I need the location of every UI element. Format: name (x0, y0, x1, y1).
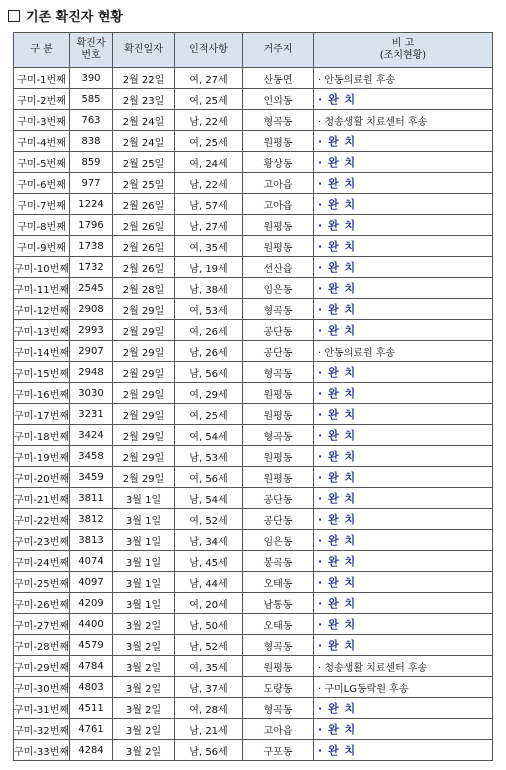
cell-case-number: 1738 (70, 236, 113, 257)
cell-case-id: 구미-22번째 (14, 509, 70, 530)
cell-case-number: 1224 (70, 194, 113, 215)
cell-note: · 완 치 (314, 173, 493, 194)
cell-person: 여, 20세 (175, 593, 243, 614)
cell-address: 남통동 (243, 593, 314, 614)
table-row (14, 656, 493, 677)
cell-case-number: 390 (70, 68, 113, 89)
cell-case-id: 구미-1번째 (14, 68, 70, 89)
table-row (14, 341, 493, 362)
cell-date: 2월 29일 (113, 362, 175, 383)
cell-note: · 완 치 (314, 719, 493, 740)
cell-case-id: 구미-14번째 (14, 341, 70, 362)
cell-date: 2월 29일 (113, 341, 175, 362)
cell-person: 남, 56세 (175, 362, 243, 383)
cell-person: 여, 25세 (175, 404, 243, 425)
cell-case-id: 구미-28번째 (14, 635, 70, 656)
cell-case-number: 4400 (70, 614, 113, 635)
table-row (14, 173, 493, 194)
table-body (14, 68, 493, 761)
cell-address: 원평동 (243, 467, 314, 488)
cell-note: · 완 치 (314, 404, 493, 425)
cell-date: 2월 26일 (113, 236, 175, 257)
table-row (14, 467, 493, 488)
cell-person: 여, 25세 (175, 131, 243, 152)
cell-case-number: 4209 (70, 593, 113, 614)
cell-case-number: 977 (70, 173, 113, 194)
cell-date: 3월 2일 (113, 614, 175, 635)
header-note-line1: 비 고 (391, 38, 415, 49)
cell-case-number: 4579 (70, 635, 113, 656)
cell-case-number: 4761 (70, 719, 113, 740)
table-row (14, 698, 493, 719)
cell-note: · 완 치 (314, 383, 493, 404)
cell-address: 원평동 (243, 446, 314, 467)
cell-address: 형곡동 (243, 698, 314, 719)
cell-address: 고아읍 (243, 194, 314, 215)
cell-case-id: 구미-7번째 (14, 194, 70, 215)
cell-note: · 청송생활 치료센터 후송 (314, 656, 493, 677)
cell-person: 여, 53세 (175, 299, 243, 320)
cell-case-id: 구미-4번째 (14, 131, 70, 152)
cell-person: 남, 34세 (175, 530, 243, 551)
cell-case-number: 3812 (70, 509, 113, 530)
cell-note: · 완 치 (314, 572, 493, 593)
table-row (14, 89, 493, 110)
cell-case-id: 구미-17번째 (14, 404, 70, 425)
cell-address: 구포동 (243, 740, 314, 761)
table-row (14, 740, 493, 761)
cell-address: 인의동 (243, 89, 314, 110)
cell-case-number: 1732 (70, 257, 113, 278)
cell-note: · 청송생활 치료센터 후송 (314, 110, 493, 131)
cell-case-id: 구미-20번째 (14, 467, 70, 488)
cell-date: 2월 26일 (113, 215, 175, 236)
table-row (14, 236, 493, 257)
cell-note: · 완 치 (314, 299, 493, 320)
cell-address: 형곡동 (243, 299, 314, 320)
cell-case-id: 구미-25번째 (14, 572, 70, 593)
cell-address: 원평동 (243, 215, 314, 236)
cell-date: 2월 22일 (113, 68, 175, 89)
table-row (14, 131, 493, 152)
header-case-number-line2: 번호 (81, 50, 101, 61)
cell-note: · 완 치 (314, 362, 493, 383)
cell-case-id: 구미-13번째 (14, 320, 70, 341)
cell-note: · 완 치 (314, 320, 493, 341)
cell-person: 남, 45세 (175, 551, 243, 572)
cell-note: · 완 치 (314, 530, 493, 551)
header-note-line2: (조치현황) (379, 50, 427, 61)
cell-address: 오태동 (243, 614, 314, 635)
cell-address: 임은동 (243, 278, 314, 299)
cell-person: 남, 44세 (175, 572, 243, 593)
title-text: 기존 확진자 현황 (26, 10, 123, 25)
cell-case-number: 2907 (70, 341, 113, 362)
cell-date: 3월 1일 (113, 551, 175, 572)
cell-date: 3월 2일 (113, 719, 175, 740)
table-row (14, 530, 493, 551)
cell-note: · 완 치 (314, 131, 493, 152)
cell-note: · 완 치 (314, 488, 493, 509)
cell-case-id: 구미-6번째 (14, 173, 70, 194)
cell-case-number: 3424 (70, 425, 113, 446)
cell-person: 여, 24세 (175, 152, 243, 173)
table-row (14, 362, 493, 383)
cell-address: 원평동 (243, 236, 314, 257)
cell-note: · 구미LG동락원 후송 (314, 677, 493, 698)
cell-person: 남, 52세 (175, 635, 243, 656)
table-row (14, 320, 493, 341)
table-row (14, 425, 493, 446)
cell-note: · 완 치 (314, 593, 493, 614)
cell-case-number: 2545 (70, 278, 113, 299)
checkbox-square-icon (8, 10, 20, 22)
cell-case-id: 구미-2번째 (14, 89, 70, 110)
cell-case-id: 구미-12번째 (14, 299, 70, 320)
header-person: 인적사항 (175, 33, 243, 68)
cell-address: 오태동 (243, 572, 314, 593)
cell-case-id: 구미-31번째 (14, 698, 70, 719)
cell-case-id: 구미-9번째 (14, 236, 70, 257)
cell-address: 형곡동 (243, 425, 314, 446)
cell-note: · 완 치 (314, 635, 493, 656)
table-row (14, 572, 493, 593)
cell-person: 남, 57세 (175, 194, 243, 215)
cell-case-number: 4284 (70, 740, 113, 761)
header-address: 거주지 (243, 33, 314, 68)
table-row (14, 152, 493, 173)
cell-address: 선산읍 (243, 257, 314, 278)
cell-note: · 완 치 (314, 152, 493, 173)
cell-date: 3월 2일 (113, 635, 175, 656)
cell-note: · 완 치 (314, 425, 493, 446)
table-row (14, 194, 493, 215)
table-row (14, 677, 493, 698)
cell-address: 도량동 (243, 677, 314, 698)
cell-case-number: 3459 (70, 467, 113, 488)
cell-date: 2월 29일 (113, 404, 175, 425)
cell-date: 2월 29일 (113, 383, 175, 404)
cell-case-id: 구미-30번째 (14, 677, 70, 698)
cell-date: 3월 1일 (113, 488, 175, 509)
cell-person: 여, 27세 (175, 68, 243, 89)
cell-date: 2월 29일 (113, 446, 175, 467)
table-row (14, 68, 493, 89)
cell-date: 2월 26일 (113, 257, 175, 278)
cell-note: · 안동의료원 후송 (314, 341, 493, 362)
cell-note: · 완 치 (314, 236, 493, 257)
cell-person: 남, 54세 (175, 488, 243, 509)
cell-date: 2월 23일 (113, 89, 175, 110)
cell-date: 3월 1일 (113, 572, 175, 593)
cell-case-number: 763 (70, 110, 113, 131)
cell-person: 남, 27세 (175, 215, 243, 236)
confirmed-cases-table (13, 32, 493, 761)
cell-date: 3월 2일 (113, 677, 175, 698)
cell-case-id: 구미-15번째 (14, 362, 70, 383)
cell-case-id: 구미-21번째 (14, 488, 70, 509)
cell-note: · 완 치 (314, 446, 493, 467)
cell-case-number: 838 (70, 131, 113, 152)
cell-note: · 완 치 (314, 215, 493, 236)
cell-case-id: 구미-8번째 (14, 215, 70, 236)
header-row (14, 33, 493, 68)
cell-person: 남, 53세 (175, 446, 243, 467)
cell-case-id: 구미-26번째 (14, 593, 70, 614)
cell-case-number: 3458 (70, 446, 113, 467)
cell-date: 2월 28일 (113, 278, 175, 299)
cell-address: 공단동 (243, 509, 314, 530)
header-case-number-line1: 확진자 (76, 38, 106, 49)
cell-address: 형곡동 (243, 635, 314, 656)
cell-note: · 완 치 (314, 740, 493, 761)
cell-date: 2월 26일 (113, 194, 175, 215)
cell-case-number: 4511 (70, 698, 113, 719)
cell-person: 여, 35세 (175, 236, 243, 257)
cell-address: 고아읍 (243, 719, 314, 740)
table-row (14, 614, 493, 635)
cell-case-id: 구미-10번째 (14, 257, 70, 278)
cell-note: · 완 치 (314, 257, 493, 278)
cell-case-id: 구미-5번째 (14, 152, 70, 173)
cell-case-number: 2908 (70, 299, 113, 320)
cell-case-id: 구미-29번째 (14, 656, 70, 677)
table-row (14, 509, 493, 530)
table-row (14, 488, 493, 509)
cell-case-number: 2993 (70, 320, 113, 341)
cell-case-number: 4803 (70, 677, 113, 698)
cell-person: 남, 56세 (175, 740, 243, 761)
cell-date: 3월 2일 (113, 656, 175, 677)
cell-case-number: 2948 (70, 362, 113, 383)
cell-note: · 완 치 (314, 551, 493, 572)
cell-note: · 완 치 (314, 509, 493, 530)
cell-case-id: 구미-11번째 (14, 278, 70, 299)
cell-date: 2월 29일 (113, 425, 175, 446)
table-header (14, 33, 493, 68)
cell-person: 남, 37세 (175, 677, 243, 698)
cell-address: 산동면 (243, 68, 314, 89)
cell-person: 남, 22세 (175, 110, 243, 131)
cell-case-id: 구미-19번째 (14, 446, 70, 467)
cell-note: · 완 치 (314, 194, 493, 215)
cell-address: 공단동 (243, 341, 314, 362)
table-row (14, 299, 493, 320)
table-row (14, 278, 493, 299)
cell-date: 2월 24일 (113, 131, 175, 152)
cell-address: 공단동 (243, 488, 314, 509)
cell-case-number: 4784 (70, 656, 113, 677)
section-title (8, 6, 123, 25)
cell-date: 2월 25일 (113, 152, 175, 173)
table-row (14, 257, 493, 278)
cell-note: · 완 치 (314, 467, 493, 488)
cell-person: 남, 26세 (175, 341, 243, 362)
header-date: 확진일자 (113, 33, 175, 68)
cell-person: 여, 56세 (175, 467, 243, 488)
cell-case-id: 구미-24번째 (14, 551, 70, 572)
cell-case-number: 4097 (70, 572, 113, 593)
cell-case-number: 859 (70, 152, 113, 173)
cell-case-id: 구미-16번째 (14, 383, 70, 404)
cell-date: 2월 25일 (113, 173, 175, 194)
cell-note: · 완 치 (314, 278, 493, 299)
cell-case-number: 3813 (70, 530, 113, 551)
cell-case-id: 구미-23번째 (14, 530, 70, 551)
cell-case-number: 1796 (70, 215, 113, 236)
cell-person: 남, 22세 (175, 173, 243, 194)
header-note (314, 33, 493, 68)
cell-address: 형곡동 (243, 362, 314, 383)
cell-date: 3월 1일 (113, 509, 175, 530)
cell-address: 원평동 (243, 383, 314, 404)
cell-address: 원평동 (243, 131, 314, 152)
cell-address: 고아읍 (243, 173, 314, 194)
cell-person: 남, 19세 (175, 257, 243, 278)
table-row (14, 110, 493, 131)
cell-case-number: 3231 (70, 404, 113, 425)
cell-person: 여, 35세 (175, 656, 243, 677)
cell-address: 원평동 (243, 404, 314, 425)
cell-date: 2월 24일 (113, 110, 175, 131)
cell-person: 남, 50세 (175, 614, 243, 635)
cell-case-id: 구미-3번째 (14, 110, 70, 131)
cell-address: 원평동 (243, 656, 314, 677)
table-row (14, 446, 493, 467)
cell-case-id: 구미-33번째 (14, 740, 70, 761)
cell-date: 3월 1일 (113, 593, 175, 614)
header-gubun: 구 분 (14, 33, 70, 68)
cell-note: · 완 치 (314, 89, 493, 110)
cell-date: 3월 2일 (113, 698, 175, 719)
cell-date: 2월 29일 (113, 320, 175, 341)
cell-note: · 완 치 (314, 614, 493, 635)
cell-case-number: 585 (70, 89, 113, 110)
cell-person: 여, 54세 (175, 425, 243, 446)
cell-case-number: 3030 (70, 383, 113, 404)
table-row (14, 215, 493, 236)
cell-address: 공단동 (243, 320, 314, 341)
table-row (14, 404, 493, 425)
cell-person: 남, 21세 (175, 719, 243, 740)
cell-person: 여, 26세 (175, 320, 243, 341)
cell-case-number: 3811 (70, 488, 113, 509)
cell-note: · 안동의료원 후송 (314, 68, 493, 89)
cell-case-id: 구미-27번째 (14, 614, 70, 635)
cell-case-number: 4074 (70, 551, 113, 572)
cell-address: 봉곡동 (243, 551, 314, 572)
cell-case-id: 구미-32번째 (14, 719, 70, 740)
table-row (14, 593, 493, 614)
table-row (14, 719, 493, 740)
table-row (14, 383, 493, 404)
header-case-number (70, 33, 113, 68)
cell-person: 여, 28세 (175, 698, 243, 719)
cell-address: 황상동 (243, 152, 314, 173)
cell-person: 남, 38세 (175, 278, 243, 299)
table-row (14, 635, 493, 656)
cell-date: 3월 1일 (113, 530, 175, 551)
cell-address: 임은동 (243, 530, 314, 551)
cell-person: 여, 29세 (175, 383, 243, 404)
cell-case-id: 구미-18번째 (14, 425, 70, 446)
cell-address: 형곡동 (243, 110, 314, 131)
cell-person: 여, 25세 (175, 89, 243, 110)
cell-date: 2월 29일 (113, 467, 175, 488)
table-row (14, 551, 493, 572)
cell-date: 2월 29일 (113, 299, 175, 320)
cell-date: 3월 2일 (113, 740, 175, 761)
cell-person: 여, 52세 (175, 509, 243, 530)
cell-note: · 완 치 (314, 698, 493, 719)
